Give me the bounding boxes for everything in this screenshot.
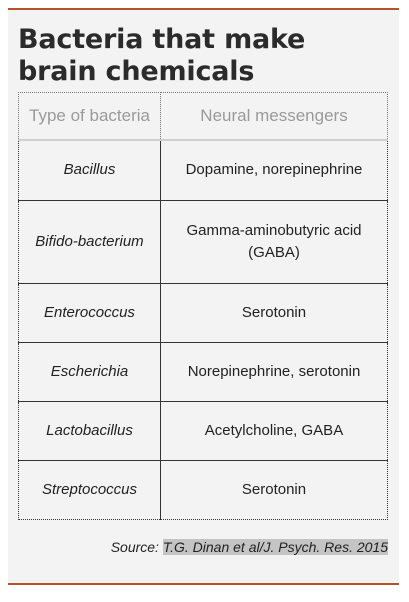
bacteria-name: Streptococcus: [19, 461, 161, 520]
bacteria-table: [18, 92, 388, 520]
neural-messengers: Acetylcholine, GABA: [161, 402, 388, 461]
header-type-of-bacteria: Type of bacteria: [19, 93, 161, 140]
table-header-row: [19, 93, 388, 140]
table-row: [19, 461, 388, 520]
table-row: [19, 140, 388, 201]
table-row: [19, 402, 388, 461]
neural-messengers: Dopamine, norepinephrine: [161, 140, 388, 201]
table-row: [19, 201, 388, 284]
bacteria-name: Lactobacillus: [19, 402, 161, 461]
neural-messengers: Serotonin: [161, 284, 388, 343]
bacteria-name: Escherichia: [19, 343, 161, 402]
infobox-card: [8, 8, 399, 585]
neural-messengers: Gamma-aminobutyric acid (GABA): [161, 201, 388, 284]
bacteria-name: Enterococcus: [19, 284, 161, 343]
bacteria-name: Bifido-bacterium: [19, 201, 161, 284]
page-title: Bacteria that make brain chemicals: [18, 24, 306, 87]
source-citation: T.G. Dinan et al/J. Psych. Res. 2015: [162, 539, 388, 555]
table-row: [19, 284, 388, 343]
source-label: Source:: [110, 539, 159, 555]
neural-messengers: Serotonin: [161, 461, 388, 520]
table-row: [19, 343, 388, 402]
neural-messengers: Norepinephrine, serotonin: [161, 343, 388, 402]
header-neural-messengers: Neural messengers: [161, 93, 388, 140]
bacteria-name: Bacillus: [19, 140, 161, 201]
source-credit: [111, 539, 388, 555]
